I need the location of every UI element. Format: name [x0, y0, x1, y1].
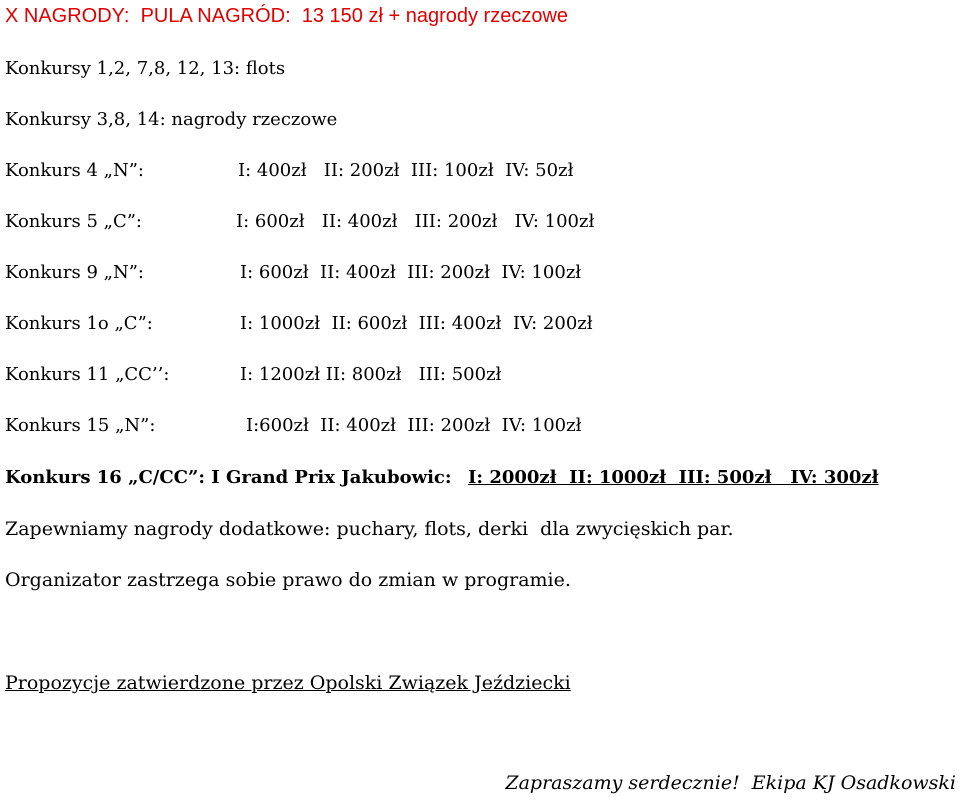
competition-prizes: I: 600zł II: 400zł III: 200zł IV: 100zł	[240, 262, 582, 283]
competition-label: Konkurs 5 „C”:	[5, 211, 142, 232]
additional-prizes-note: Zapewniamy nagrody dodatkowe: puchary, flots, derki dla zwycięskich par.	[5, 518, 734, 540]
approval-statement: Propozycje zatwierdzone przez Opolski Związek Jeździecki	[5, 672, 571, 694]
competition-label: Konkurs 11 „CC’’:	[5, 364, 170, 385]
competition-label: Konkurs 4 „N”:	[5, 160, 144, 181]
competition-label: Konkurs 9 „N”:	[5, 262, 144, 283]
competition-prizes: I: 1000zł II: 600zł III: 400zł IV: 200zł	[240, 313, 593, 334]
general-line-material-prizes: Konkursy 3,8, 14: nagrody rzeczowe	[5, 109, 338, 130]
competition-label: Konkurs 15 „N”:	[5, 415, 156, 436]
competition-prizes: I: 1200zł II: 800zł III: 500zł	[240, 364, 502, 385]
prizes-heading: X NAGRODY: PULA NAGRÓD: 13 150 zł + nagrody rzeczowe	[5, 5, 569, 27]
grand-prix-prizes: I: 2000zł II: 1000zł III: 500zł IV: 300zł	[468, 467, 879, 488]
competition-prizes: I: 600zł II: 400zł III: 200zł IV: 100zł	[236, 211, 595, 232]
general-line-flots: Konkursy 1,2, 7,8, 12, 13: flots	[5, 58, 286, 79]
organizer-note: Organizator zastrzega sobie prawo do zmian w programie.	[5, 569, 571, 591]
closing-signature: Zapraszamy serdecznie! Ekipa KJ Osadkowski	[505, 772, 956, 794]
competition-prizes: I:600zł II: 400zł III: 200zł IV: 100zł	[246, 415, 582, 436]
grand-prix-label: Konkurs 16 „C/CC”: I Grand Prix Jakubowic:	[5, 467, 452, 488]
competition-prizes: I: 400zł II: 200zł III: 100zł IV: 50zł	[238, 160, 574, 181]
competition-label: Konkurs 1o „C”:	[5, 313, 153, 334]
